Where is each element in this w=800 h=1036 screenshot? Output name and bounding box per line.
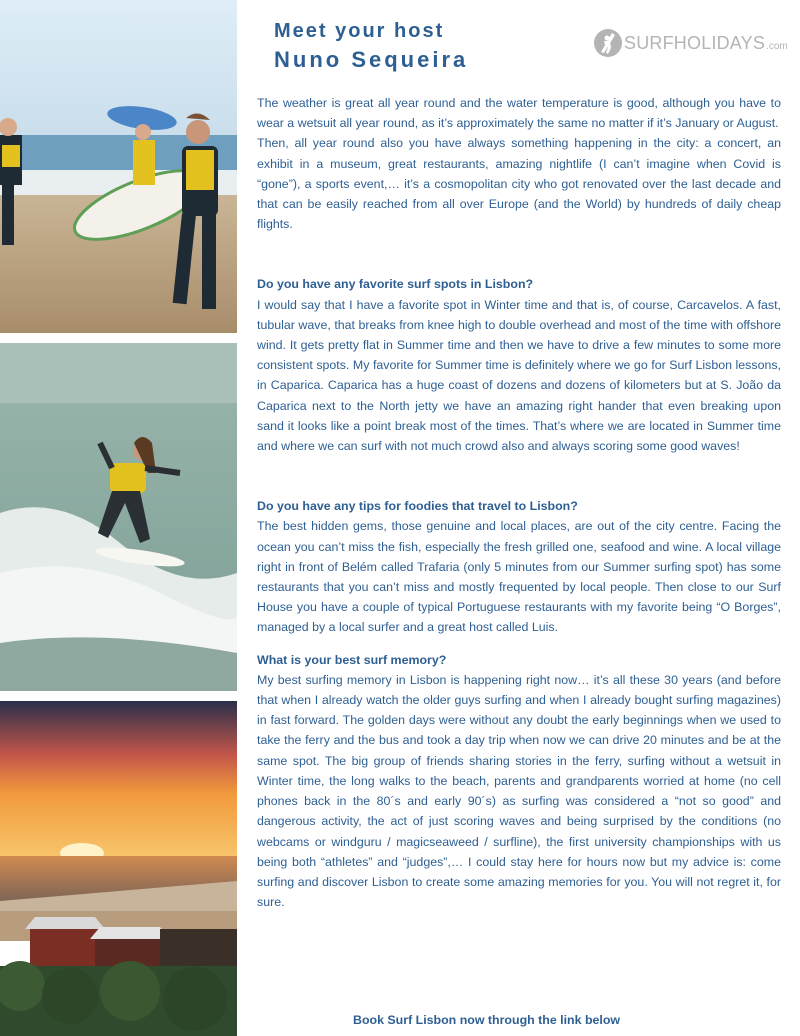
sunset-beach-house-photo xyxy=(0,701,237,1036)
surf-spots-heading: Do you have any favorite surf spots in Lisbon? xyxy=(257,277,534,292)
photo-column xyxy=(0,0,237,1036)
host-label: Meet your host xyxy=(274,20,445,42)
article-body xyxy=(257,93,781,912)
logo-suffix: .com xyxy=(766,40,788,52)
foodies-answer: The best hidden gems, those genuine and local places, are out of the city centre. Facing the ocean you can’t miss the fish, especially the fresh grilled one, seafood and wine. A local village right in front of Belém called Trafaria (only 5 minutes from our Summer surfing spot) has some restaurants that you can’t miss and mostly frequented by local people. Then close to our Surf House you have a couple of typical Portuguese restaurants with my favorite being “O Borges”, managed by a local surfer and a great host called Luis. xyxy=(257,519,781,635)
book-surf-lisbon-link[interactable]: Book Surf Lisbon now through the link below xyxy=(353,1013,621,1027)
logo-text: SURFHOLIDAYS xyxy=(624,32,766,53)
surfer-logo-icon xyxy=(593,28,623,58)
surfer-riding-wave-photo xyxy=(0,343,237,691)
surfholidays-logo[interactable] xyxy=(593,28,793,58)
surf-memory-answer: My best surfing memory in Lisbon is happening right now… it’s all these 30 years (and before that when I already watch the older guys surfing and when I already bought surfing magazines) in fast forward. The golden days were without any doubt the early beginnings when we used to take the ferry and the bus and took a day trip when now we can drive 20 minutes and be at the same spot. The big group of friends sharing stories in the ferry, surfing without a wetsuit in Winter time, the long walks to the beach, parents and grandparents worried at home (no cell phones back in the 80´s and early 90´s) as surfing was considered a “not so good” and dangerous activity, the act of just scoring waves and being surprised by the conditions (no webcams or windguru / magicseaweed / surfline), the first university championships with us being both “athletes” and “judges”,… I could stay here for hours now but my advice is: come surfing and discover Lisbon to create some amazing memories for you. You will not regret it, for sure. xyxy=(257,672,781,910)
surf-spots-answer: I would say that I have a favorite spot in Winter time and that is, of course, Carcavelos. A fast, tubular wave, that breaks from knee high to double overhead and most of the time with offshore wind. It gets pretty flat in Summer time and then we have to drive a few minutes to some more consistent spots. My favorite for Summer time is definitely where we go for Surf Lisbon lessons, in Caparica. Caparica has a huge coast of dozens and dozens of kilometers but at S. João da Caparica next to the North jetty we have an amazing right hander that even breaking upon sand it looks like a point break most of the times. That’s where we are located in Summer time and where we can surf with not much crowd also and always scoring some good waves! xyxy=(257,297,781,454)
intro-paragraph-2: Then, all year round also you have always something happening in the city: a concert, an exhibit in a museum, great restaurants, amazing nightlife (I can’t imagine when Covid is “gone”), a sports event,… it’s a cosmopolitan city who got renovated over the last decade and that can be easily reached from all over Europe (and the World) by hundreds of daily cheap flights. xyxy=(257,136,781,232)
intro-paragraph-1: The weather is great all year round and the water temperature is good, although you have to wear a wetsuit all year round, as it’s approximately the same no matter if it’s January or August. xyxy=(257,96,781,131)
host-name: Nuno Sequeira xyxy=(274,47,469,72)
surf-memory-heading: What is your best surf memory? xyxy=(257,652,447,667)
surf-students-photo xyxy=(0,0,237,333)
foodies-heading: Do you have any tips for foodies that travel to Lisbon? xyxy=(257,499,578,514)
